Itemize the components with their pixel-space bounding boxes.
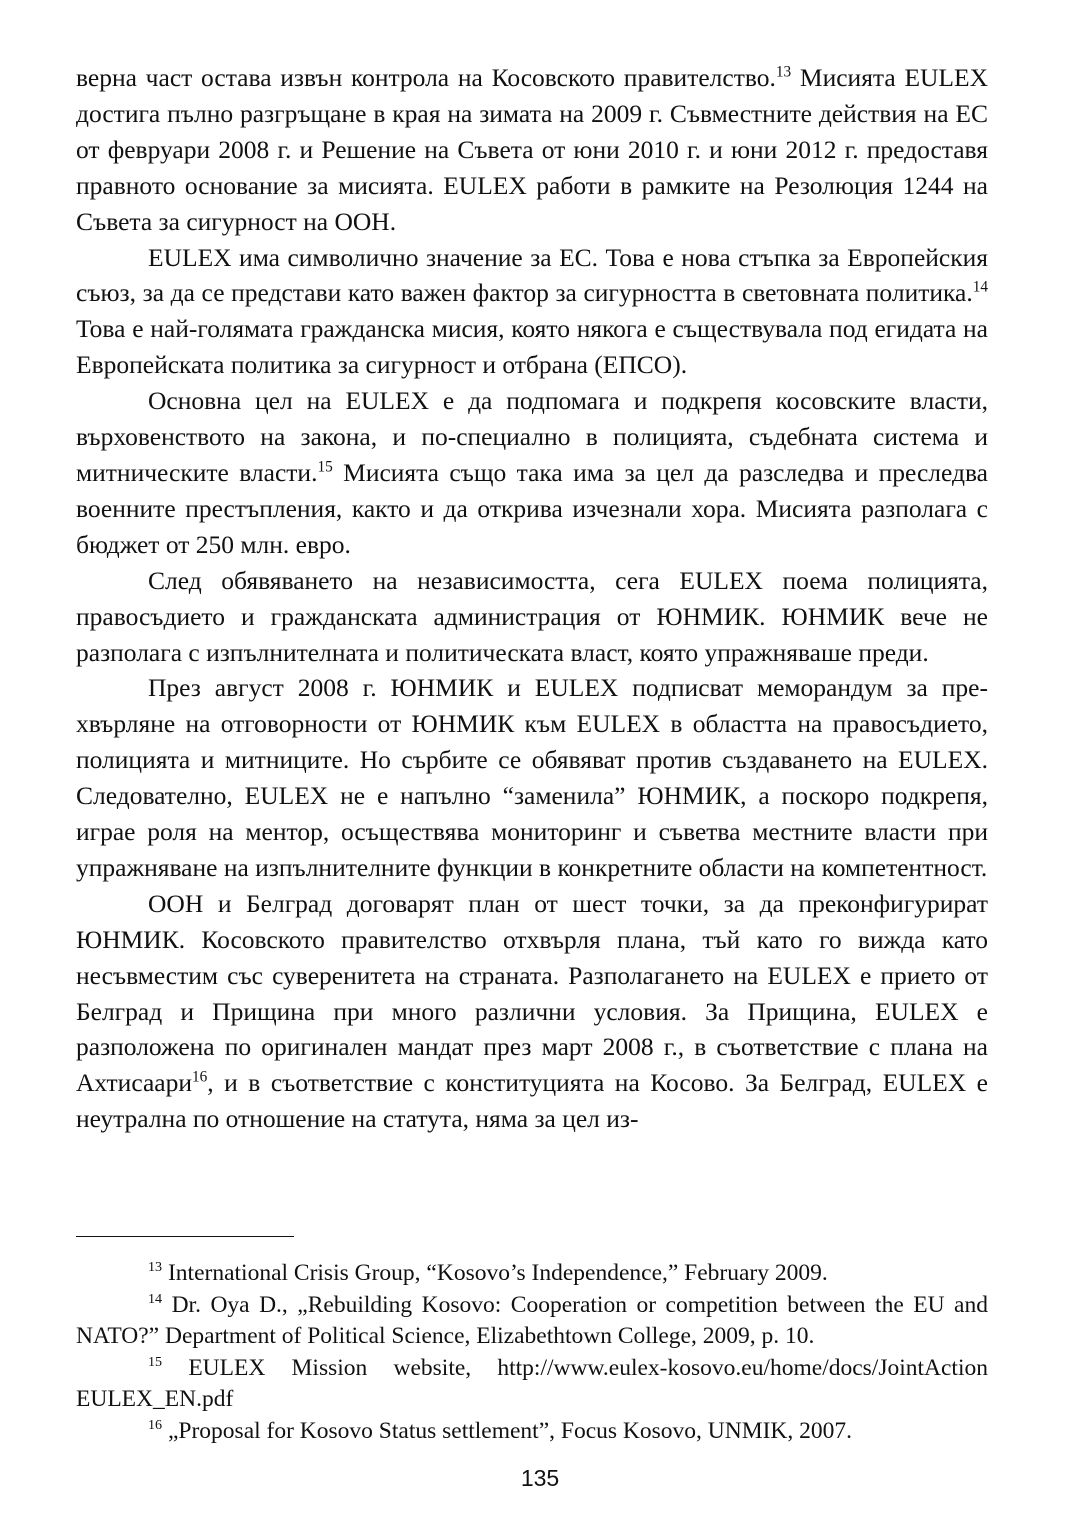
footnote-ref-15[interactable]: 15 <box>317 458 333 476</box>
footnote-13: $^{13}$ International Crisis Group, “Kosovo’s Independence,” February 2009. <box>148 1259 828 1286</box>
footnote-separator <box>76 1236 294 1237</box>
footnote-14: $^{14}$ Dr. Oya D., „Rebuilding Kosovo: Cooperation or competition between the EU and NATO?” Department of Political Science, Elizabethtown College, 2009, p. 10. <box>76 1290 988 1349</box>
paragraph-6: ООН и Белград договарят план от шест точки, за да преконфигурират ЮНМИК. Косовското правителство отхвърля плана, тъй като го вижда като несъвместим със суверенитета на страната. Разполагането на EULEX е прието от Белград и Прищина при много различни условия. За Прищина, EULEX е разположена по оригинален мандат през март 2008 г., в съответствие с плана на Ахтисаари$^{16}$, и в съответствие с конституцията на Косово. За Белград, EULEX е неутрална по отношение на статута, няма за цел из- <box>76 888 988 1134</box>
footnote-ref-13[interactable]: 13 <box>775 63 792 81</box>
footnote-16: $^{16}$ „Proposal for Kosovo Status settlement”, Focus Kosovo, UNMIK, 2007. <box>148 1416 853 1444</box>
page-number: 135 <box>520 1465 560 1491</box>
footnote-ref-16[interactable]: 16 <box>191 1068 208 1086</box>
body-text <box>76 60 988 1137</box>
footnote-15: $^{15}$ EULEX Mission website, http://www.eulex-kosovo.eu/home/docs/JointAction EULEX_EN.pdf <box>76 1353 988 1412</box>
paragraph-5: През август 2008 г. ЮНМИК и EULEX подписват меморандум за прехвърляне на отговорности от ЮНМИК към EULEX в областта на правосъдието, полицията и митниците. Но сърбите се обявяват против създаването на EULEX. Следователно, EULEX не е напълно “заменила” ЮНМИК, а поскоро подкрепя, играе роля на ментор, осъществява мониторинг и съветва местните власти при упражняване на изпълнителните функции в конкретните области на компетентност. <box>76 673 988 882</box>
paragraph-3: Основна цел на EULEX е да подпомага и подкрепя косовските власти, върховенството на закона, и по-специално в полицията, съдебната система и митническите власти.$^{15}$ Мисията също така има за цел да разследва и преследва военните престъпления, както и да открива изчезнали хора. Мисията разполага с бюджет от 250 млн. евро. <box>76 386 988 559</box>
paragraph-2: EULEX има символично значение за ЕС. Това е нова стъпка за Европейския съюз, за да се представи като важен фактор за сигурността в световната политика.$^{14}$ Това е най-голямата гражданска мисия, която някога е съществувала под егидата на Европейската политика за сигурност и отбрана (ЕПСО). <box>76 242 988 380</box>
paragraph-4: След обявяването на независимостта, сега EULEX поема полицията, правосъдието и гражданската администрация от ЮНМИК. ЮНМИК вече не разполага с изпълнителната и политическата власт, която упражняваше преди. <box>76 565 988 667</box>
footnotes <box>76 1258 988 1447</box>
paragraph-1: верна част остава извън контрола на Косовското правителство.$^{13}$ Мисията EULEX достига пълно разгръщане в края на зимата на 2009 г. Съвместните действия на ЕС от февруари 2008 г. и Решение на Съвета от юни 2010 г. и юни 2012 г. предоставя правното основание за мисията. EULEX работи в рамките на Резолюция 1244 на Съвета за сигурност на ООН. <box>76 63 988 236</box>
footnote-ref-14[interactable]: 14 <box>972 278 988 296</box>
